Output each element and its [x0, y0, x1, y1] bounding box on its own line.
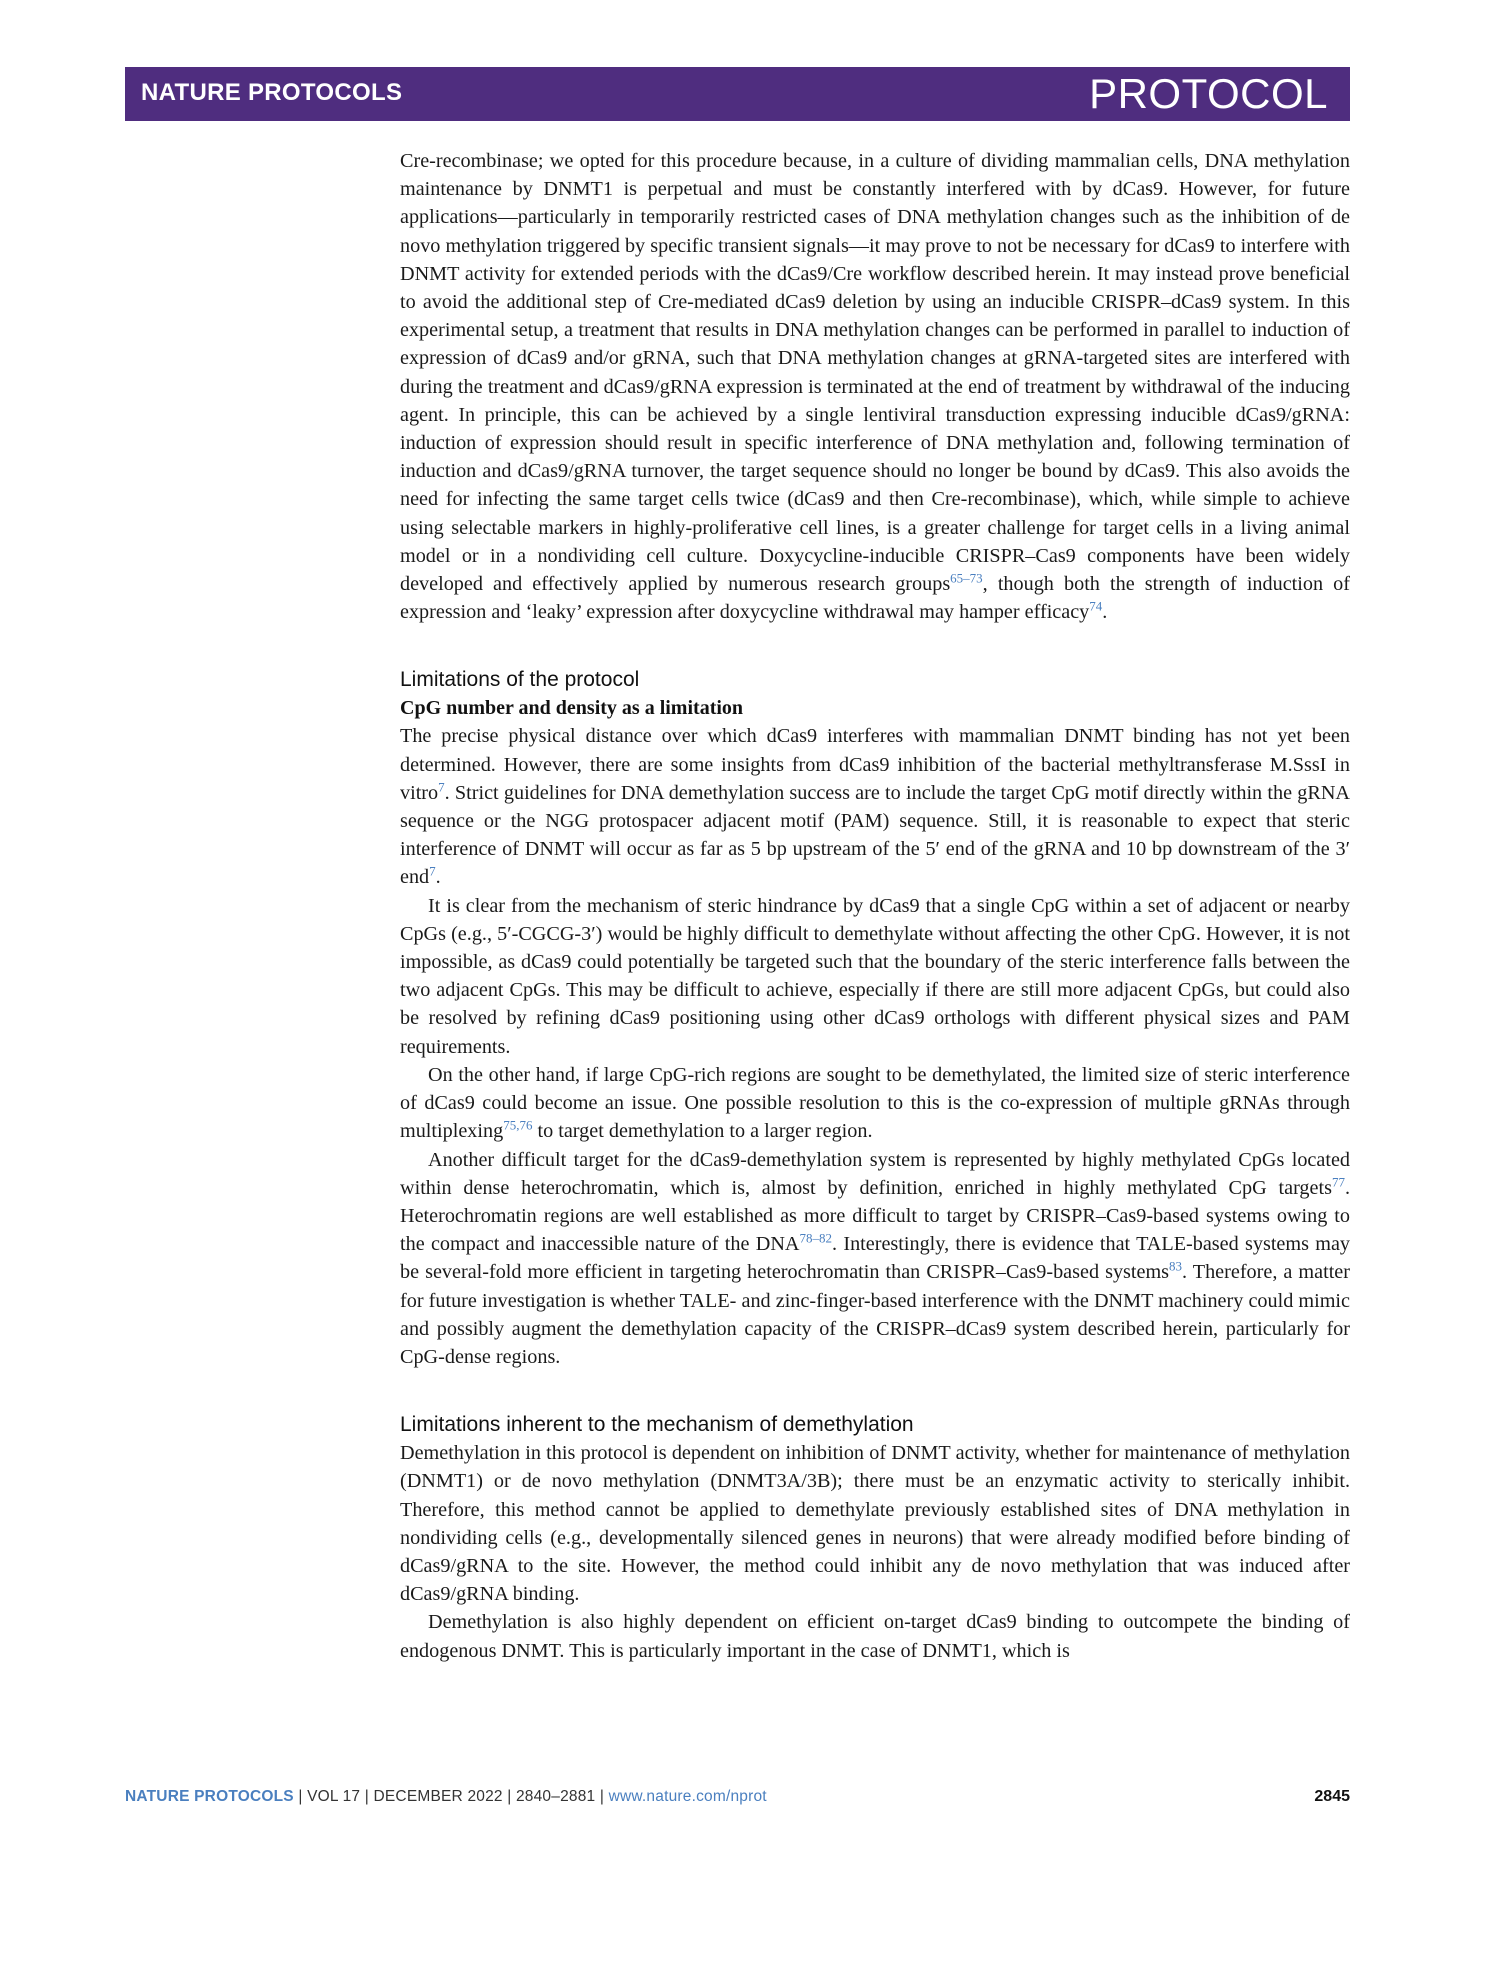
footer-journal-name: NATURE PROTOCOLS [125, 1788, 294, 1805]
paragraph-single-cpg: It is clear from the mechanism of steric hindrance by dCas9 that a single CpG within a set of adjacent or nearby CpGs (e.g., 5′-CGCG-3′) would be highly difficult to demethylate without affecting the other CpG. However, it is not impossible, as dCas9 could potentially be targeted such that the boundary of the steric interference falls between the two adjacent CpGs. This may be difficult to achieve, especially if there are still more adjacent CpGs, but could also be resolved by refining dCas9 positioning using other dCas9 orthologs with different physical sizes and PAM requirements. [400, 894, 1350, 1058]
paragraph-cpg-rich-regions: On the other hand, if large CpG-rich regions are sought to be demethylated, the limited size of steric interference of dCas9 could become an issue. One possible resolution to this is the co-expression of multiple gRNAs through multiplexing$^{75,76}$ to target demethylation to a larger region. [400, 1063, 1350, 1143]
reference-citation[interactable]: 83 [1169, 1258, 1183, 1274]
section-heading-mechanism: Limitations inherent to the mechanism of demethylation [400, 1413, 914, 1437]
footer-volume-info: | VOL 17 | DECEMBER 2022 | 2840–2881 | [293, 1788, 609, 1805]
journal-header-banner [125, 67, 1350, 121]
reference-citation[interactable]: 7 [429, 863, 436, 879]
subsection-heading-cpg: CpG number and density as a limitation [400, 697, 744, 720]
reference-citation[interactable]: 65–73 [950, 570, 983, 586]
page-number: 2845 [1314, 1788, 1350, 1805]
footer-url-link[interactable]: www.nature.com/nprot [608, 1788, 767, 1805]
section-heading-limitations: Limitations of the protocol [400, 668, 640, 692]
footer-citation [125, 1788, 767, 1806]
reference-citation[interactable]: 7 [438, 779, 445, 795]
article-type: PROTOCOL [1089, 70, 1328, 117]
reference-citation[interactable]: 74 [1089, 598, 1103, 614]
reference-citation[interactable]: 78–82 [799, 1230, 832, 1246]
paragraph-dnmt-inhibition: Demethylation in this protocol is dependent on inhibition of DNMT activity, whether for maintenance of methylation (DNMT1) or de novo methylation (DNMT3A/3B); there must be an enzymatic activity to sterically inhibit. Therefore, this method cannot be applied to demethylate previously established sites of DNA methylation in nondividing cells (e.g., developmentally silenced genes in neurons) that were already modified before binding of dCas9/gRNA to the site. However, the method could inhibit any de novo methylation that was induced after dCas9/gRNA binding. [400, 1442, 1350, 1606]
page-footer [125, 1788, 1350, 1810]
paragraph-inducible-system: Cre-recombinase; we opted for this procedure because, in a culture of dividing mammalian cells, DNA methylation maintenance by DNMT1 is perpetual and must be constantly interfered with by dCas9. However, for future applications—particularly in temporarily restricted cases of DNA methylation changes such as the inhibition of de novo methylation triggered by specific transient signals—it may prove to not be necessary for dCas9 to interfere with DNMT activity for extended periods with the dCas9/Cre workflow described herein. It may instead prove beneficial to avoid the additional step of Cre-mediated dCas9 deletion by using an inducible CRISPR–dCas9 system. In this experimental setup, a treatment that results in DNA methylation changes can be performed in parallel to induction of expression of dCas9 and/or gRNA, such that DNA methylation changes at gRNA-targeted sites are interfered with during the treatment and dCas9/gRNA expression is terminated at the end of treatment by withdrawal of the inducing agent. In principle, this can be achieved by a single lentiviral transduction expressing inducible dCas9/gRNA: induction of expression should result in specific interference of DNA methylation and, following termination of induction and dCas9/gRNA turnover, the target sequence should no longer be bound by dCas9. This also avoids the need for infecting the same target cells twice (dCas9 and then Cre-recombinase), which, while simple to achieve using selectable markers in highly-proliferative cell lines, is a greater challenge for target cells in a living animal model or in a nondividing cell culture. Doxycycline-inducible CRISPR–Cas9 components have been widely developed and effectively applied by numerous research groups$^{65-73}$, though both the strength of induction of expression and ‘leaky’ expression after doxycycline withdrawal may hamper efficacy$^{74}$. [400, 150, 1350, 624]
paragraph-on-target-binding: Demethylation is also highly dependent on efficient on-target dCas9 binding to outcompete the binding of endogenous DNMT. This is particularly important in the case of DNMT1, which is [400, 1611, 1350, 1662]
paragraph-steric-distance: The precise physical distance over which dCas9 interferes with mammalian DNMT binding has not yet been determined. However, there are some insights from dCas9 inhibition of the bacterial methyltransferase M.SssI in vitro$^7$. Strict guidelines for DNA demethylation success are to include the target CpG motif directly within the gRNA sequence or the NGG protospacer adjacent motif (PAM) sequence. Still, it is reasonable to expect that steric interference of DNMT will occur as far as 5 bp upstream of the 5′ end of the gRNA and 10 bp downstream of the 3′ end$^7$. [400, 725, 1350, 889]
journal-name: NATURE PROTOCOLS [141, 79, 403, 106]
reference-citation[interactable]: 75,76 [503, 1117, 533, 1133]
reference-citation[interactable]: 77 [1331, 1173, 1345, 1189]
paragraph-heterochromatin: Another difficult target for the dCas9-demethylation system is represented by highly methylated CpGs located within dense heterochromatin, which is, almost by definition, enriched in highly methylated CpG targets$^{77}$. Heterochromatin regions are well established as more difficult to target by CRISPR–Cas9-based systems owing to the compact and inaccessible nature of the DNA$^{78-82}$. Interestingly, there is evidence that TALE-based systems may be several-fold more efficient in targeting heterochromatin than CRISPR–Cas9-based systems$^{83}$. Therefore, a matter for future investigation is whether TALE- and zinc-finger-based interference with the DNMT machinery could mimic and possibly augment the demethylation capacity of the CRISPR–dCas9 system described herein, particularly for CpG-dense regions. [400, 1148, 1351, 1368]
article-body [400, 147, 1350, 1665]
